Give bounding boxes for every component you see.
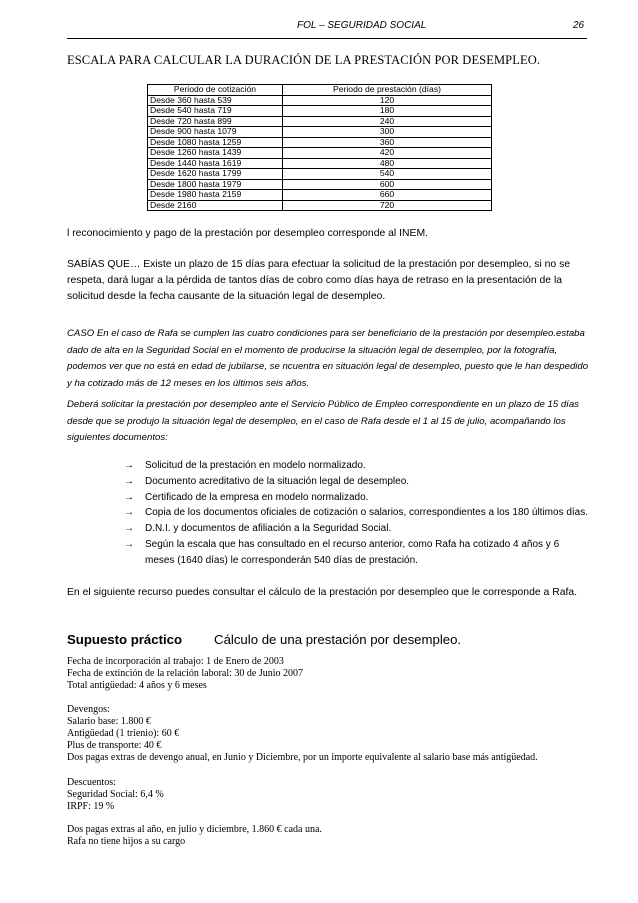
list-item [67, 458, 589, 474]
salario-base: Salario base: 1.800 € [67, 716, 151, 727]
cell-dias: 300 [283, 127, 492, 138]
cell-dias: 180 [283, 106, 492, 117]
cell-periodo: Desde 360 hasta 539 [148, 95, 283, 106]
fecha-incorporacion: Fecha de incorporación al trabajo: 1 de Enero de 2003 [67, 656, 284, 667]
descuentos-title: Descuentos: [67, 777, 116, 788]
page-number: 26 [573, 20, 585, 31]
plus-transporte: Plus de transporte: 40 € [67, 740, 162, 751]
devengos-title: Devengos: [67, 704, 110, 715]
pagas-extras-final: Dos pagas extras al año, en julio y diciembre, 1.860 € cada una. [67, 824, 322, 835]
section-title: ESCALA PARA CALCULAR LA DURACIÓN DE LA PRESTACIÓN POR DESEMPLEO. [67, 53, 541, 67]
list-item-text: Certificado de la empresa en modelo normalizado. [145, 491, 369, 503]
cell-dias: 480 [283, 158, 492, 169]
table-row [148, 106, 492, 117]
seguridad-social: Seguridad Social: 6,4 % [67, 789, 164, 800]
running-header-title: FOL – SEGURIDAD SOCIAL [297, 20, 427, 31]
list-item [67, 490, 589, 506]
cell-periodo: Desde 1980 hasta 2159 [148, 190, 283, 201]
cell-periodo: Desde 1260 hasta 1439 [148, 148, 283, 159]
list-item [67, 505, 589, 521]
caso-paragraph: CASO En el caso de Rafa se cumplen las cuatro condiciones para ser beneficiario de la prestación por desempleo.estaba dado de alta en la Seguridad Social en el momento de producirse la situación legal de desempleo, por la fotografía, podemos ver que no está en edad de jubilarse, se ncuentra en situación legal de desempleo, puesto que le han despedido y ha cotizado más de 12 meses en los últimos seis años. [67, 328, 589, 389]
list-item-text: Copia de los documentos oficiales de cotización o salarios, correspondientes a los 180 últimos días. [145, 507, 589, 519]
hijos-a-cargo: Rafa no tiene hijos a su cargo [67, 836, 186, 847]
list-item [67, 521, 589, 537]
arrow-icon: → [124, 507, 134, 519]
cell-periodo: Desde 720 hasta 899 [148, 116, 283, 127]
arrow-icon: → [124, 523, 134, 535]
debera-paragraph: Deberá solicitar la prestación por desempleo ante el Servicio Público de Empleo correspondiente en un plazo de 15 días desde que se produjo la situación legal de desempleo, en el caso de Rafa desde el 1 al 15 de julio, acompañando los siguientes documentos: [67, 399, 579, 443]
datos-block [67, 656, 589, 692]
duration-scale-table [147, 84, 492, 211]
table-row [148, 148, 492, 159]
cell-dias: 660 [283, 190, 492, 201]
header-rule [67, 38, 587, 39]
supuesto-title: Supuesto práctico [67, 632, 183, 647]
supuesto-subtitle: Cálculo de una prestación por desempleo. [214, 632, 462, 647]
list-item-text: Según la escala que has consultado en el recurso anterior, como Rafa ha cotizado 4 años y 6 meses (1640 días) le corresponderán 540 días de prestación. [145, 538, 560, 566]
fecha-extincion: Fecha de extinción de la relación laboral: 30 de Junio 2007 [67, 668, 304, 679]
cell-periodo: Desde 1620 hasta 1799 [148, 169, 283, 180]
table-row [148, 127, 492, 138]
pagas-extras-devengo: Dos pagas extras de devengo anual, en Junio y Diciembre, por un importe equivalente al salario base más antigüedad. [67, 752, 538, 763]
descuentos-block [67, 777, 589, 813]
table-row [148, 116, 492, 127]
sabias-que-paragraph: SABÍAS QUE… Existe un plazo de 15 días para efectuar la solicitud de la prestación por desempleo, si no se respeta, dará lugar a la pérdida de tantos días de cobro como días haya de retraso en la presentación de la solicitud desde la fecha causante de la situación legal de desempleo. [67, 259, 571, 303]
final-block [67, 824, 589, 848]
list-item-text: Solicitud de la prestación en modelo normalizado. [145, 460, 366, 471]
cell-periodo: Desde 900 hasta 1079 [148, 127, 283, 138]
table-header-row [148, 85, 492, 96]
table-row [148, 95, 492, 106]
supuesto-heading [67, 632, 461, 647]
table-row [148, 137, 492, 148]
inem-paragraph: l reconocimiento y pago de la prestación por desempleo corresponde al INEM. [67, 228, 428, 239]
list-item-text: Documento acreditativo de la situación legal de desempleo. [145, 475, 410, 487]
irpf: IRPF: 19 % [67, 801, 115, 812]
table-row [148, 169, 492, 180]
list-item [67, 537, 589, 569]
cell-dias: 360 [283, 137, 492, 148]
cell-dias: 420 [283, 148, 492, 159]
arrow-icon: → [124, 475, 134, 487]
cell-periodo: Desde 540 hasta 719 [148, 106, 283, 117]
arrow-icon: → [124, 538, 134, 550]
table-row [148, 158, 492, 169]
cell-dias: 540 [283, 169, 492, 180]
cell-periodo: Desde 2160 [148, 200, 283, 211]
devengos-block [67, 704, 589, 764]
table-header-dias: Periodo de prestación (días) [283, 85, 492, 96]
table-row [148, 179, 492, 190]
cell-dias: 120 [283, 95, 492, 106]
arrow-icon: → [124, 491, 134, 503]
cell-periodo: Desde 1440 hasta 1619 [148, 158, 283, 169]
recurso-paragraph: En el siguiente recurso puedes consultar el cálculo de la prestación por desempleo que le corresponde a Rafa. [67, 587, 578, 598]
table-row [148, 190, 492, 201]
list-item-text: D.N.I. y documentos de afiliación a la Seguridad Social. [145, 523, 392, 535]
table-row [148, 200, 492, 211]
documents-list [67, 458, 589, 569]
list-item [67, 474, 589, 490]
cell-periodo: Desde 1800 hasta 1979 [148, 179, 283, 190]
cell-dias: 720 [283, 200, 492, 211]
cell-dias: 600 [283, 179, 492, 190]
table-header-periodo: Periodo de cotización [148, 85, 283, 96]
total-antiguedad: Total antigüedad: 4 años y 6 meses [67, 680, 207, 691]
cell-periodo: Desde 1080 hasta 1259 [148, 137, 283, 148]
arrow-icon: → [124, 460, 134, 471]
cell-dias: 240 [283, 116, 492, 127]
antiguedad-trienio: Antigüedad (1 trienio): 60 € [67, 728, 180, 739]
